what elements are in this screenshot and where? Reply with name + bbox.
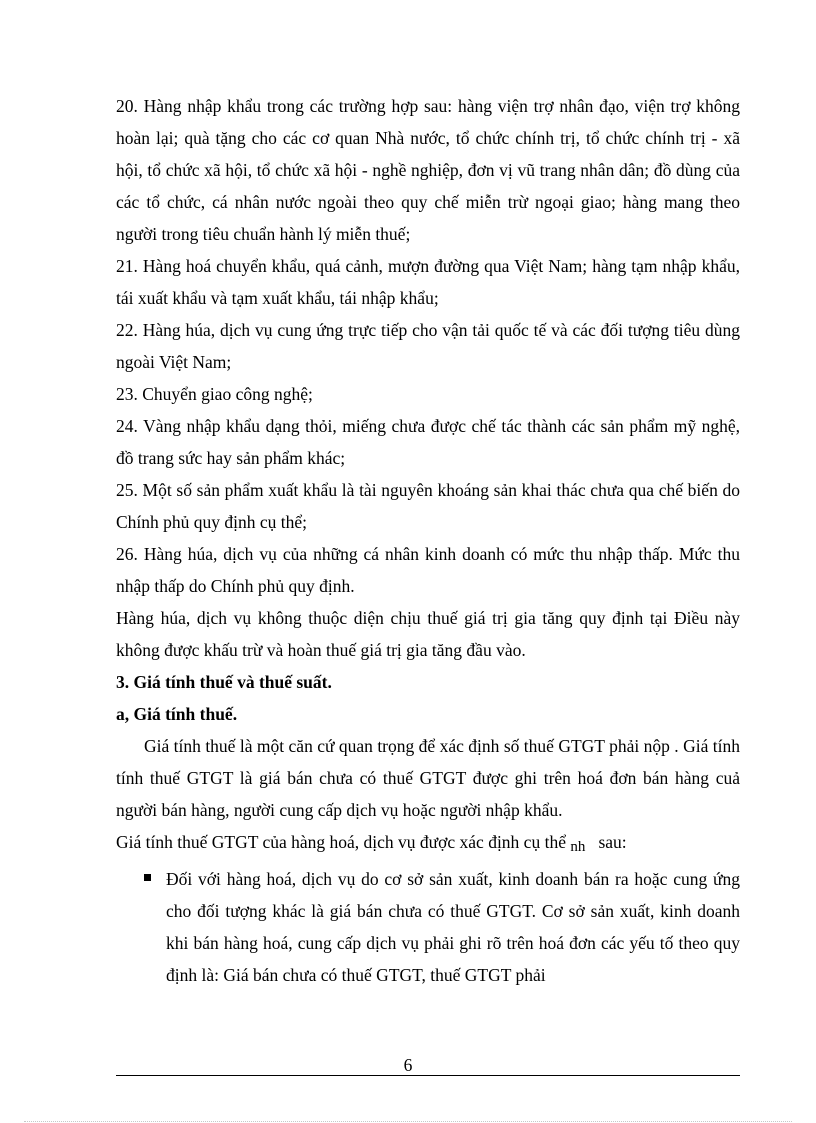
subsection-heading: a, Giá tính thuế. (116, 704, 238, 724)
page-number: 6 (403, 1055, 413, 1075)
list-item-23: 23. Chuyển giao công nghệ; (116, 384, 313, 404)
list-item-26: 26. Hàng húa, dịch vụ của những cá nhân kinh doanh có mức thu nhập thấp. Mức thu nhập thấp do Chính phủ quy định. (116, 544, 740, 596)
page-edge-divider (24, 1121, 792, 1122)
page-body (116, 90, 740, 991)
list-item-25: 25. Một số sản phẩm xuất khẩu là tài nguyên khoáng sản khai thác chưa qua chế biến do Chính phủ quy định cụ thể; (116, 480, 740, 532)
list-item-21: 21. Hàng hoá chuyển khẩu, quá cảnh, mượn đường qua Việt Nam; hàng tạm nhập khẩu, tái xuất khẩu và tạm xuất khẩu, tái nhập khẩu; (116, 256, 740, 308)
section-heading: 3. Giá tính thuế và thuế suất. (116, 672, 332, 692)
square-bullet-icon (144, 874, 151, 881)
footer-divider (116, 1075, 740, 1076)
tax-price-intro-sub: nh (570, 839, 586, 855)
tax-basis-paragraph: Giá tính thuế là một căn cứ quan trọng để xác định số thuế GTGT phải nộp . Giá tính tính thuế GTGT là giá bán chưa có thuế GTGT được ghi trên hoá đơn bán hàng cuả người bán hàng, người cung cấp dịch vụ hoặc người nhập khẩu. (116, 736, 740, 820)
tax-price-intro-end: sau: (598, 832, 627, 852)
closing-paragraph: Hàng húa, dịch vụ không thuộc diện chịu thuế giá trị gia tăng quy định tại Điều này không được khấu trừ và hoàn thuế giá trị gia tăng đầu vào. (116, 608, 740, 660)
list-item-22: 22. Hàng húa, dịch vụ cung ứng trực tiếp cho vận tải quốc tế và các đối tượng tiêu dùng ngoài Việt Nam; (116, 320, 740, 372)
list-item-24: 24. Vàng nhập khẩu dạng thỏi, miếng chưa được chế tác thành các sản phẩm mỹ nghệ, đồ trang sức hay sản phẩm khác; (116, 416, 740, 468)
bullet-item (116, 863, 740, 991)
list-item-20: 20. Hàng nhập khẩu trong các trường hợp sau: hàng viện trợ nhân đạo, viện trợ không hoàn lại; quà tặng cho các cơ quan Nhà nước, tổ chức chính trị, tổ chức chính trị - xã hội, tổ chức xã hội, tổ chức xã hội - nghề nghiệp, đơn vị vũ trang nhân dân; đồ dùng của các tổ chức, cá nhân nước ngoài theo quy chế miễn trừ ngoại giao; hàng mang theo người trong tiêu chuẩn hành lý miễn thuế; (116, 96, 740, 244)
tax-price-intro (116, 826, 740, 863)
tax-price-intro-text: Giá tính thuế GTGT của hàng hoá, dịch vụ được xác định cụ thể (116, 832, 566, 852)
bullet-text: Đối với hàng hoá, dịch vụ do cơ sở sản xuất, kinh doanh bán ra hoặc cung ứng cho đối tượng khác là giá bán chưa có thuế GTGT. Cơ sở sản xuất, kinh doanh khi bán hàng hoá, cung cấp dịch vụ phải ghi rõ trên hoá đơn các yếu tố theo quy định là: Giá bán chưa có thuế GTGT, thuế GTGT phải (166, 869, 740, 985)
